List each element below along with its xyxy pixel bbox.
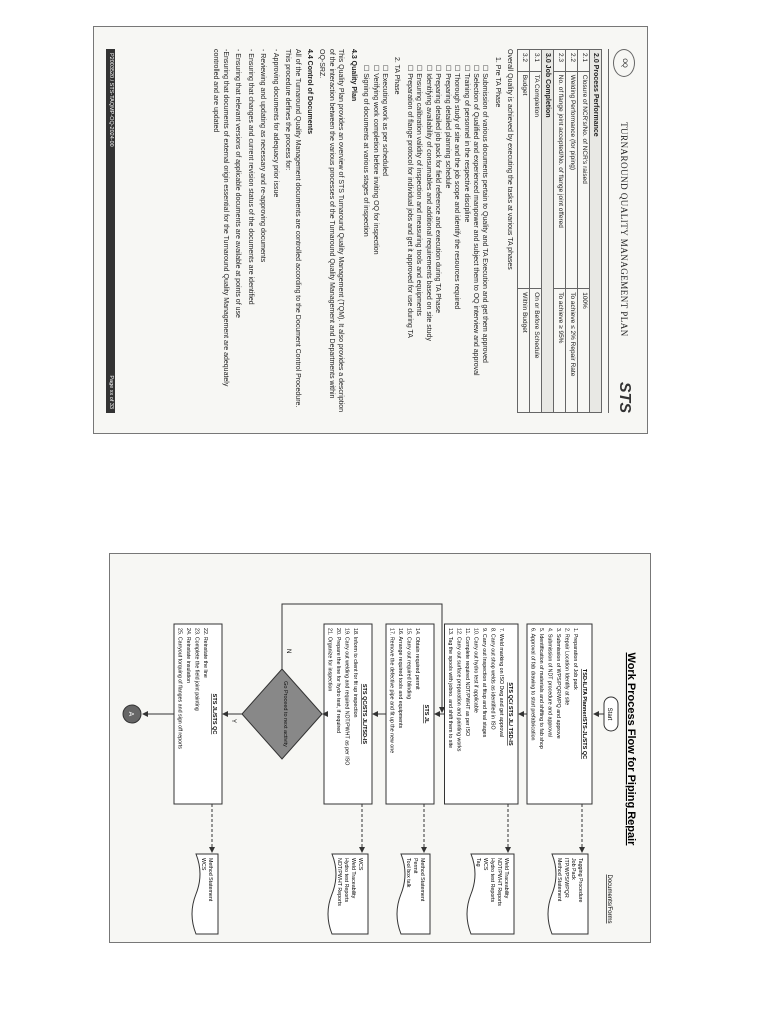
- document-item: Job Pack: [570, 858, 576, 880]
- page-1-content: [94, 27, 649, 435]
- process-role: TSD-IL/TA Planner/STS-JL/STS QC: [581, 668, 587, 760]
- process-role: STS JL/STS QC: [211, 693, 217, 735]
- list-item: ☐ Signing of documents at various stages of inspection: [362, 65, 370, 237]
- document-item: Hydro test Reports: [343, 858, 349, 903]
- list-item: -Ensuring that documents of external origin essential for the Turnaround Quality Management are adequately controlled and are updated: [212, 49, 229, 387]
- process-step: 20. Prepare the line for hydro test, if required: [335, 628, 341, 734]
- process-role: STS QC/ STS JL/ TSD-IS: [507, 682, 513, 746]
- connector-label: A: [127, 711, 134, 717]
- process-step: 9. Carry out Inspection at fitup and final stages: [481, 628, 487, 738]
- process-step: 5. Identification of materials and shifting to fab shop: [538, 628, 544, 749]
- document-page-2: [109, 553, 651, 943]
- list-item: ☐ Ensuring calibration validity of inspection and measuring tools and equipments: [415, 65, 423, 317]
- process-role: STS JL: [423, 704, 429, 724]
- list-item: - Ensuring that changes and current revision status of the documents are identified: [246, 49, 254, 305]
- process-step: 13. Tag the spools with jobno. and shift them to site: [447, 628, 453, 749]
- yes-label: Y: [230, 719, 236, 724]
- phase1-list: [404, 49, 489, 413]
- process-step: 19. Carry out welding and required NDT/PWHT as per ISO: [343, 628, 350, 766]
- document-item: Hydro test Reports: [489, 858, 495, 903]
- document-item: Weld Traceability: [350, 858, 356, 899]
- flowchart-title: Work Process Flow for Piping Repair: [625, 652, 637, 846]
- process-step: 11. Complete required NDT/PWHT as per ISO: [464, 628, 470, 737]
- process-role: STS QC/STS JL/TSD-IS: [361, 683, 367, 745]
- section-heading: 4.4 Control of Documents: [305, 49, 313, 135]
- document-item: Tool box talk: [405, 858, 411, 888]
- list-item: ☐ Executing work as per scheduled: [381, 65, 389, 176]
- brand-logo-text: STS: [615, 381, 633, 413]
- list-item: ☐ Preparing detailed planning schedule: [443, 65, 451, 189]
- list-item: ☐ Thorough study of site and the job scope and identify the resources required: [453, 65, 461, 310]
- document-item: Method Statement: [419, 858, 425, 902]
- document-item: NDT/PWHT Reports: [496, 858, 502, 906]
- list-item: - Reviewing and updating as necessary and re-approving documents: [259, 49, 267, 263]
- process-step: 12. Carry out surface preparation and painting works: [455, 628, 462, 752]
- document-item: Method Statement: [556, 858, 562, 902]
- process-step: 8. Carry out shop welds as identified in ISO: [489, 628, 496, 730]
- header-title: TURNAROUND QUALITY MANAGEMENT PLAN: [619, 122, 630, 337]
- process-step: 24. Reinstate insulation: [185, 628, 191, 684]
- document-number: P2003520 / STS-TAQMP-OQ-2024-00: [108, 53, 115, 147]
- list-item: ☐ Submission of various documents pertain to Quality and TA Execution and get them approved: [481, 65, 489, 363]
- page-2-content: [110, 554, 652, 944]
- intro-text: Overall Quality is achieved by executing the tasks at various TA phases: [506, 49, 514, 270]
- phase2-list: [361, 49, 389, 413]
- paragraph: This Quality Plan provides an overview of STS Turnaround Quality Management (TQM). It also provides a description of the interaction between the various processes of the Turnaround Quality Management and Departments within OQ-SRZ.: [318, 49, 345, 412]
- document-page-1: [93, 26, 648, 434]
- process-step: 2. Repair Location Identify at site: [563, 628, 570, 706]
- process-step: 23. Complete the field joint painting: [193, 628, 200, 711]
- process-step: 6. Approval of fab drawing to start prefabrication: [529, 628, 536, 741]
- document-item: Weld Traceability: [503, 858, 509, 899]
- process-step: 15. Carry out required blinding: [405, 628, 412, 700]
- process-blocks: [143, 604, 592, 934]
- list-item: ☐ Identifying availability of consumables and additional requirements based on site study: [424, 65, 432, 341]
- process-step: 16. Arrange required tools and equipments: [397, 628, 403, 729]
- performance-table: [517, 49, 602, 413]
- process-step: 18. Inform to client for fit up inspection: [352, 628, 358, 718]
- document-item: NDT/PWHT Reports: [336, 858, 342, 906]
- document-item: Tag: [475, 858, 481, 867]
- section-heading: 4.3 Quality Plan: [349, 49, 357, 102]
- document-item: WCS: [482, 858, 488, 871]
- company-logo: OQ: [613, 49, 635, 77]
- decision-label: Go Proceed to next activity: [282, 681, 288, 747]
- process-step: 14. Obtain required permit: [414, 628, 420, 690]
- phase-heading: 2. TA Phase: [393, 57, 401, 95]
- document-item: ITP/WPS/WPQR: [563, 858, 569, 898]
- list-item: ☐ Selection of Qualified and experienced manpower and subject them to OQ interview and approval: [471, 65, 479, 376]
- table-row: 2.2 Welding Performance (for piping) To achieve ≤ 2% Repair Rate: [566, 50, 578, 413]
- documents-header: Documents/Forms: [606, 874, 612, 924]
- document-item: Tagging Procedure: [577, 858, 583, 903]
- process-flowchart: [110, 554, 652, 944]
- table-row: 2.1 Closure of NCR's/No. of NCR's raised 100%: [577, 50, 589, 413]
- process-step: 17. Remove the defective pipe and fit up the new one: [388, 628, 395, 754]
- process-step: 25. Carryout torquing of flanges and sign off reports: [176, 628, 183, 749]
- process-step: 1. Preparation of Job pack: [572, 628, 578, 690]
- section-heading: 3.0 Job Completion: [541, 50, 553, 413]
- list-item: ☐ Preparation of flange protocol for individual jobs and get it approved for use during TA: [405, 65, 413, 338]
- paragraph: All of the Turnaround Quality Management documents are controlled according to the Document Control Procedure. This procedure defines the process for:: [284, 49, 301, 408]
- process-step: 7. Weld marking on ISO Dwg and get approval: [498, 628, 504, 738]
- table-row: 3.1 TA Completion On or Before Schedule: [530, 50, 542, 413]
- page-header: [608, 49, 635, 413]
- no-label: N: [285, 649, 291, 654]
- phase-heading: 1. Pre TA Phase: [493, 57, 501, 108]
- list-item: ☐ Preparing detailed job pack for field reference and execution during TA Phase: [434, 65, 442, 314]
- process-step: 4. Submission of NDT procedure and approval: [546, 628, 553, 737]
- table-row: 3.2 Budget Within Budget: [518, 50, 530, 413]
- start-label: Start: [606, 707, 612, 721]
- document-item: Method Statement: [207, 858, 213, 902]
- process-step: 22. Reinstate the line: [202, 628, 208, 678]
- table-row: 2.3 No. of flange joint accepted/No. of flange joint offered To achieve ≥ 95%: [554, 50, 566, 413]
- list-item: ☐ Verifying work completion before inviting OQ for inspection: [371, 65, 379, 255]
- document-item: WCS: [357, 858, 363, 871]
- page-number: Page xx of 33: [108, 375, 115, 409]
- process-step: 21. Organize for inspection: [326, 628, 333, 692]
- section-heading: 2.0 Process Performance: [589, 50, 601, 413]
- list-item: ☐ Training of personnel in the respective discipline: [462, 65, 470, 223]
- process-step: 10. Carry out hydro test if applicable: [472, 628, 479, 713]
- page-footer: [106, 49, 115, 413]
- list-item: - Ensuring that relevant versions of applicable documents are available at points of use: [234, 49, 242, 318]
- list-item: - Approving documents for adequacy prior issue: [271, 49, 279, 198]
- document-item: Permit: [412, 858, 418, 874]
- document-item: WCS: [200, 858, 206, 871]
- process-step: 3. Submission of WPS/PQR/WPQ and approve: [555, 628, 561, 739]
